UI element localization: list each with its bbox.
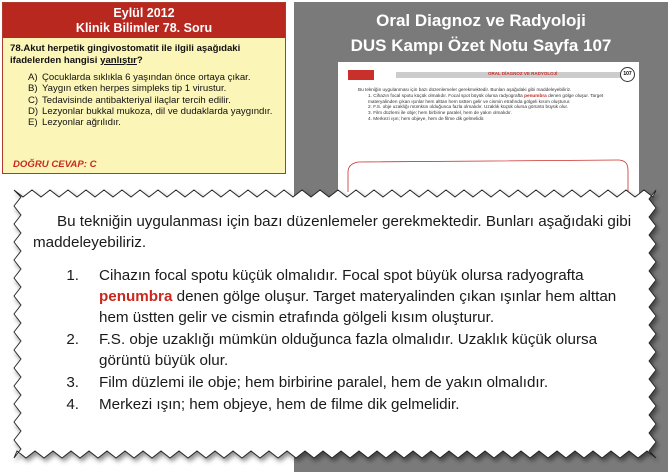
list-item: 3. Film düzlemi ile obje; hem birbirine paralel, hem de yakın olmalıdır.: [66, 374, 549, 391]
list-item: 2. F.S. obje uzaklığı mümkün olduğunca fazla olmalıdır. Uzaklık küçük olursa görüntü büyük olur.: [66, 331, 598, 369]
page-header-text: ORAL DİAGNOZ VE RADYOLOJİ: [488, 71, 558, 76]
exam-date: Eylül 2012: [113, 6, 175, 20]
list-item: 1. Cihazın focal spotu küçük olmalıdır. Focal spot büyük olursa radyografta penumbra denen gölge oluşur. Target materyalinden çıkan ışınlar hem alttan hem üstten gelir ve cismin etrafında gölgeli kısım oluşturur.: [66, 267, 617, 326]
penumbra-term: penumbra: [99, 288, 173, 305]
panel-subtitle: DUS Kampı Özet Notu Sayfa 107: [350, 36, 612, 55]
option-a: A) Çocuklarda sıklıkla 6 yaşından önce ortaya çıkar.: [28, 72, 251, 83]
intro-paragraph: Bu tekniğin uygulanması için bazı düzenlemeler gerekmektedir. Bunları aşağıdaki gibi maddeleyebiliriz.: [33, 213, 632, 251]
rules-list: [33, 265, 636, 415]
page-number: 107: [620, 67, 635, 82]
question-emphasis: yanlıştır: [100, 54, 137, 66]
page-thumbnail-text: Bu tekniğin uygulanması için bazı düzenlemeler gerekmektedir. Bunları aşağıdaki gibi maddeleyebiliriz. 1. Cihazın focal spotu küçük olmalıdır. Focal spot büyük olursa radyografta penumbra denen gölge oluşur. Target materyalinden çıkan ışınlar hem alttan hem üstten gelir ve cismin etrafında gölgeli kısım oluşturur. 2. F.S. obje uzaklığı mümkün olduğunca fazla olmalıdır. Uzaklık küçük olursa görüntü büyük olur. 3. Film düzlemi ile obje; hem birbirine paralel, hem de yakın olmalıdır. 4. Merkezi ışın; hem objeye, hem de filme dik gelmelidir.: [358, 87, 604, 121]
zoom-content: [33, 211, 636, 416]
option-c: C) Tedavisinde antibakteriyal ilaçlar tercih edilir.: [28, 94, 231, 106]
option-b: B) Yaygın etken herpes simpleks tip 1 virustur.: [28, 83, 227, 95]
option-d: D) Lezyonlar bukkal mukoza, dil ve dudaklarda yaygındır.: [28, 105, 273, 117]
option-e: E) Lezyonlar ağrılıdır.: [28, 117, 121, 129]
question-text: 78.Akut herpetik gingivostomatit ile ilgili aşağıdaki ifadelerden hangisi yanlıştır?: [10, 43, 241, 66]
correct-answer: DOĞRU CEVAP: C: [13, 159, 97, 170]
panel-title: Oral Diagnoz ve Radyoloji: [376, 11, 586, 30]
exam-question-ref: Klinik Bilimler 78. Soru: [75, 21, 213, 35]
list-item: 4. Merkezi ışın; hem objeye, hem de filme dik gelmelidir.: [66, 396, 460, 413]
